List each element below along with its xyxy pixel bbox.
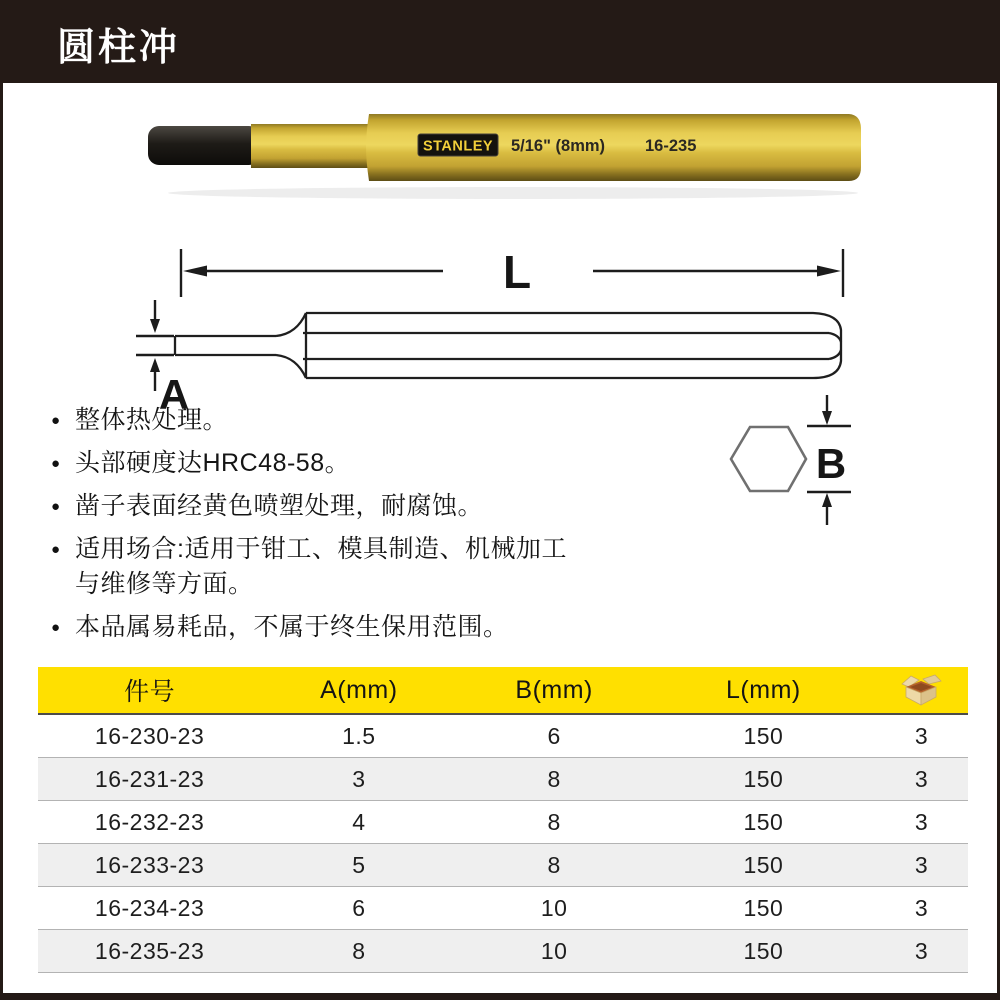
cell-l-mm: 150 — [743, 937, 784, 964]
brand-label: STANLEY — [422, 138, 494, 155]
cell-b-mm: 6 — [547, 722, 561, 749]
bullet-icon: ● — [51, 541, 61, 558]
feature-item — [51, 610, 581, 645]
down-arrowhead-icon — [150, 319, 160, 333]
down-arrowhead-icon — [822, 411, 832, 425]
feature-text: 凿子表面经黄色喷塑处理，耐腐蚀。 — [75, 492, 484, 520]
cell-part-number: 16-230-23 — [94, 722, 205, 749]
table-header — [38, 667, 968, 715]
table-row — [38, 758, 968, 801]
cell-pack-qty: 3 — [914, 937, 929, 964]
product-photo — [133, 101, 878, 206]
model-label: 16-235 — [645, 137, 697, 155]
cell-part-number: 16-233-23 — [94, 851, 205, 878]
cell-b-mm: 8 — [547, 808, 561, 835]
cell-pack-qty: 3 — [914, 851, 929, 878]
page-header — [3, 3, 997, 83]
table-row — [38, 930, 968, 973]
feature-text: 适用场合:适用于钳工、模具制造、机械加工与维修等方面。 — [75, 535, 567, 598]
cell-part-number: 16-234-23 — [94, 894, 205, 921]
col-part-number: 件号 — [124, 678, 176, 706]
col-a-mm: A(mm) — [320, 675, 398, 704]
table-row — [38, 887, 968, 930]
up-arrowhead-icon — [150, 358, 160, 372]
hex-width-label: B — [815, 440, 847, 487]
feature-list — [51, 403, 581, 653]
size-label: 5/16" (8mm) — [511, 137, 606, 155]
up-arrowhead-icon — [822, 493, 832, 507]
feature-item — [51, 446, 581, 481]
feature-text: 头部硬度达HRC48-58。 — [75, 449, 351, 477]
cell-a-mm: 6 — [352, 894, 366, 921]
col-l-mm: L(mm) — [726, 675, 801, 704]
col-packaging — [875, 672, 968, 708]
length-label: L — [502, 246, 532, 298]
hex-cross-section — [731, 427, 806, 491]
cell-a-mm: 5 — [352, 851, 366, 878]
left-arrowhead-icon — [183, 266, 207, 277]
cell-b-mm: 8 — [547, 851, 561, 878]
feature-text: 整体热处理。 — [75, 406, 229, 434]
cell-pack-qty: 3 — [914, 894, 929, 921]
feature-text: 本品属易耗品，不属于终生保用范围。 — [75, 613, 509, 641]
cell-b-mm: 8 — [547, 765, 561, 792]
cell-a-mm: 1.5 — [342, 722, 376, 749]
tip-diameter-label: A — [158, 371, 190, 418]
cell-l-mm: 150 — [743, 851, 784, 878]
cell-part-number: 16-232-23 — [94, 808, 205, 835]
cell-l-mm: 150 — [743, 765, 784, 792]
cell-l-mm: 150 — [743, 722, 784, 749]
photo-shadow — [168, 187, 858, 199]
right-arrowhead-icon — [817, 266, 841, 277]
punch-black-tip — [148, 126, 260, 165]
cell-l-mm: 150 — [743, 808, 784, 835]
cell-pack-qty: 3 — [914, 765, 929, 792]
feature-item — [51, 403, 581, 438]
spec-table — [38, 667, 968, 973]
cell-part-number: 16-231-23 — [94, 765, 205, 792]
bullet-icon: ● — [51, 619, 61, 636]
feature-item — [51, 489, 581, 524]
cell-pack-qty: 3 — [914, 722, 929, 749]
page-title: 圆柱冲 — [57, 26, 181, 69]
table-body — [38, 715, 968, 973]
bullet-icon: ● — [51, 455, 61, 472]
cell-a-mm: 4 — [352, 808, 366, 835]
table-row — [38, 844, 968, 887]
cell-b-mm: 10 — [540, 937, 568, 964]
package-box-icon — [898, 672, 944, 708]
cell-l-mm: 150 — [743, 894, 784, 921]
punch-outline — [175, 313, 841, 378]
bullet-icon: ● — [51, 412, 61, 429]
cell-pack-qty: 3 — [914, 808, 929, 835]
table-row — [38, 801, 968, 844]
bullet-icon: ● — [51, 498, 61, 515]
feature-item — [51, 532, 581, 602]
table-row — [38, 715, 968, 758]
cell-a-mm: 8 — [352, 937, 366, 964]
col-b-mm: B(mm) — [515, 675, 593, 704]
cell-b-mm: 10 — [540, 894, 568, 921]
cell-part-number: 16-235-23 — [94, 937, 205, 964]
cell-a-mm: 3 — [352, 765, 366, 792]
punch-neck — [251, 124, 371, 168]
